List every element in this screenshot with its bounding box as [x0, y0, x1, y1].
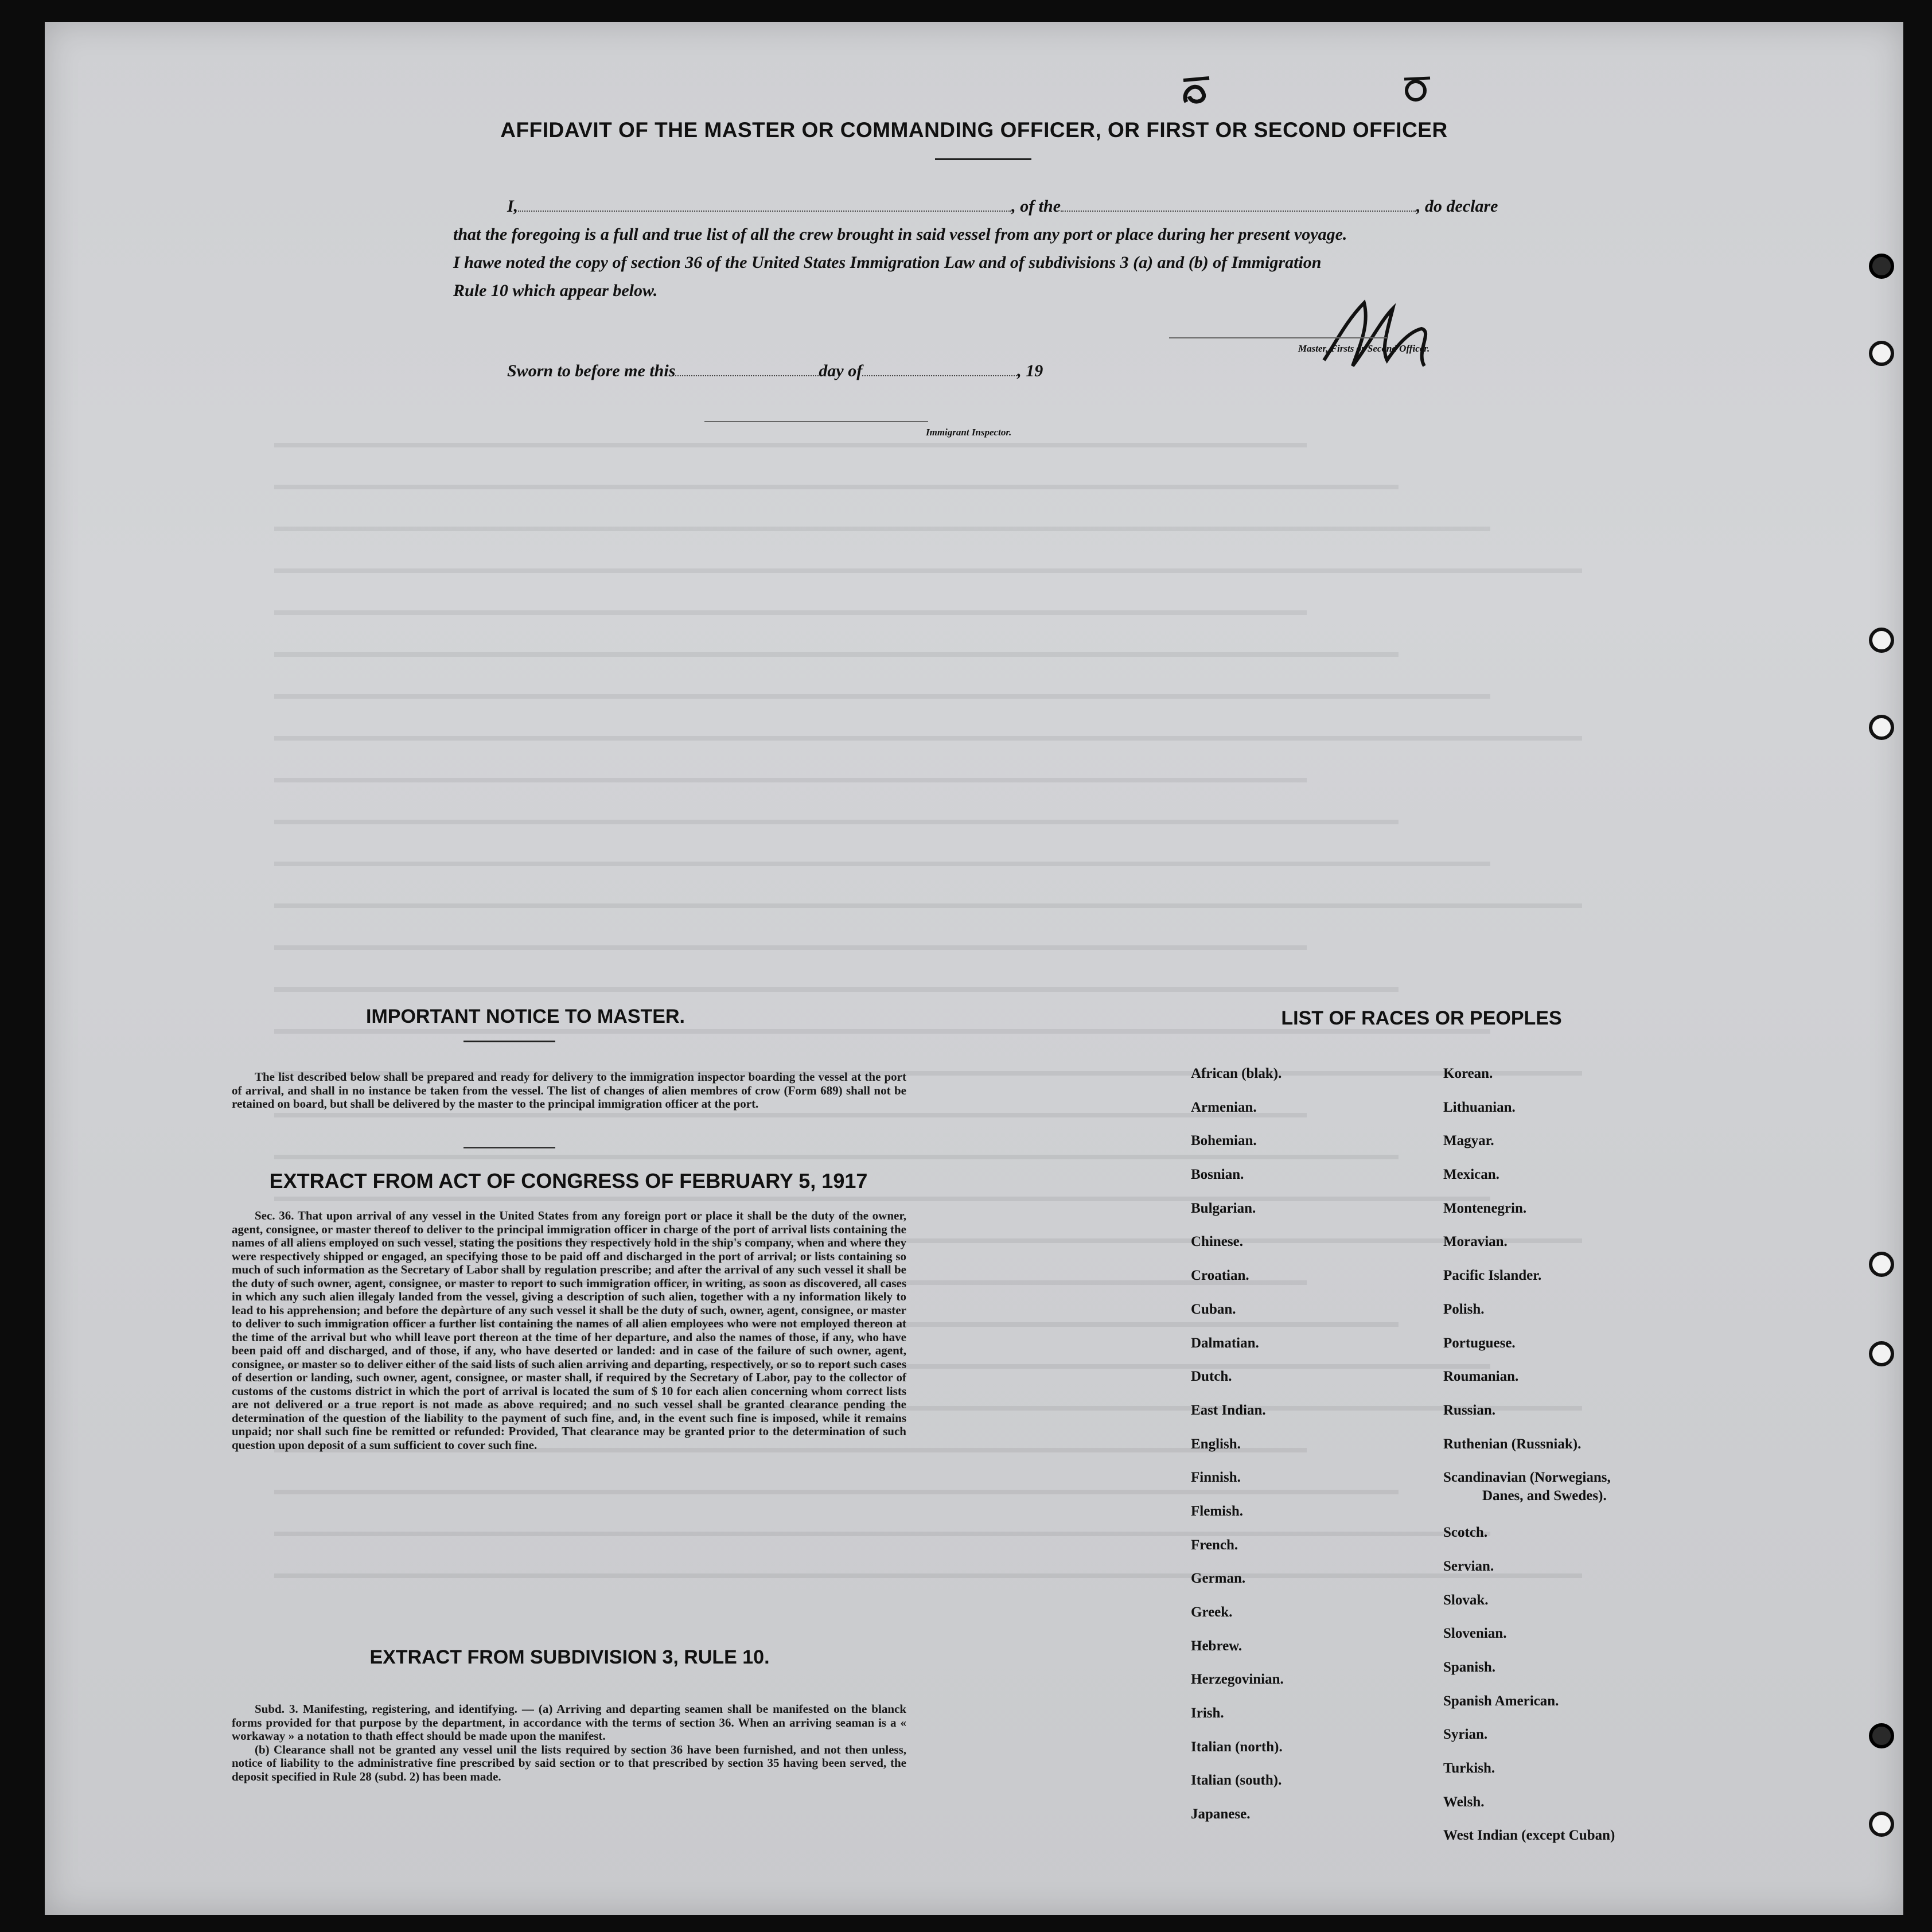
- handwritten-marks-top: [1175, 68, 1508, 114]
- race-item: Flemish.: [1191, 1503, 1243, 1519]
- race-item: Slovenian.: [1443, 1626, 1507, 1642]
- bleed-through-smudge: [274, 1573, 1582, 1578]
- binder-hole: [1869, 341, 1894, 366]
- race-item: Slovak.: [1443, 1592, 1489, 1608]
- race-item: Servian.: [1443, 1558, 1494, 1574]
- bleed-through-smudge: [274, 945, 1307, 950]
- notice-divider: [463, 1041, 555, 1042]
- master-name-blank: [518, 197, 1011, 212]
- bleed-through-row: [274, 937, 1823, 960]
- race-item: Herzegovinian.: [1191, 1672, 1284, 1688]
- race-item: Finnish.: [1191, 1470, 1241, 1486]
- binder-hole: [1869, 628, 1894, 653]
- notice-title: IMPORTANT NOTICE TO MASTER.: [366, 1006, 685, 1027]
- affidavit-line-2: that the foregoing is a full and true list of all the crew brought in said vessel from any port or place during her present voyage.: [453, 225, 1347, 244]
- race-item: Moravian.: [1443, 1234, 1508, 1250]
- race-item: Montenegrin.: [1443, 1200, 1527, 1216]
- bleed-through-row: [274, 560, 1823, 583]
- notice-end-divider: [463, 1147, 555, 1148]
- race-item: Ruthenian (Russniak).: [1443, 1436, 1582, 1452]
- bleed-through-row: [274, 979, 1823, 1002]
- rule-extract-title: EXTRACT FROM SUBDIVISION 3, RULE 10.: [369, 1646, 770, 1668]
- race-item: Roumanian.: [1443, 1369, 1519, 1385]
- bleed-through-row: [274, 602, 1823, 625]
- affidavit-of-the: , of the: [1011, 197, 1061, 216]
- notice-paragraph: The list described below shall be prepared and ready for delivery to the immigration inspector boarding the vessel at the port of arrival, and shall in no instance be taken from the vessel. The list of changes of alien membres of crow (Form 689) shall not be retained on board, but shall be delivered by the master to the principal immigration officer at the port.: [232, 1070, 906, 1111]
- sworn-year: , 19: [1017, 361, 1043, 380]
- bleed-through-row: [274, 477, 1823, 500]
- bleed-through-smudge: [274, 903, 1582, 908]
- race-item: Turkish.: [1443, 1760, 1495, 1777]
- race-item: Korean.: [1443, 1066, 1493, 1081]
- rule-extract-para-b: (b) Clearance shall not be granted any vessel unil the lists required by section 36 have been furnished, and not then unless, notice of liability to the administrative fine prescribed by said section or to that prescribed by section 35 having been served, the deposit specified in Rule 28 (subd. 2) has been made.: [232, 1742, 906, 1783]
- act-extract-text: [232, 1209, 906, 1452]
- bleed-through-smudge: [274, 652, 1399, 657]
- race-item: French.: [1191, 1537, 1238, 1553]
- race-item: Croatian.: [1191, 1268, 1249, 1284]
- race-item: Portuguese.: [1443, 1335, 1516, 1351]
- signature-caption: Master, Firsts or Second Officer.: [1298, 343, 1430, 354]
- binder-hole: [1869, 1252, 1894, 1277]
- bleed-through-smudge: [274, 568, 1582, 573]
- inspector-line: [704, 421, 928, 422]
- act-extract-title: EXTRACT FROM ACT OF CONGRESS OF FEBRUARY 5, 1917: [269, 1169, 868, 1193]
- bleed-through-row: [274, 812, 1823, 835]
- race-item: Italian (south).: [1191, 1773, 1282, 1789]
- race-item: East Indian.: [1191, 1402, 1266, 1418]
- bleed-through-smudge: [274, 778, 1307, 782]
- sworn-day-of: day of: [819, 361, 863, 380]
- race-item: English.: [1191, 1436, 1241, 1452]
- title-divider: [935, 158, 1031, 160]
- races-left-column: [1191, 1067, 1284, 1841]
- bleed-through-smudge: [274, 694, 1490, 699]
- race-item: Bosnian.: [1191, 1167, 1244, 1183]
- bleed-through-row: [274, 435, 1823, 458]
- race-item: Chinese.: [1191, 1234, 1243, 1250]
- races-title: LIST OF RACES OR PEOPLES: [1281, 1007, 1562, 1029]
- race-item: Dutch.: [1191, 1369, 1232, 1385]
- race-item: Scandinavian (Norwegians,: [1443, 1470, 1611, 1486]
- races-right-column: [1443, 1067, 1615, 1863]
- race-item: Spanish American.: [1443, 1693, 1559, 1709]
- rule-extract-text: [232, 1703, 906, 1783]
- race-item: Lithuanian.: [1443, 1099, 1516, 1115]
- bleed-through-smudge: [274, 1197, 1490, 1201]
- affidavit-line-1: [507, 197, 1498, 216]
- bleed-through-row: [274, 686, 1823, 709]
- bleed-through-smudge: [274, 820, 1399, 824]
- race-item: West Indian (except Cuban): [1443, 1828, 1615, 1844]
- vessel-name-blank: [1061, 197, 1416, 212]
- bleed-through-smudge: [274, 443, 1307, 447]
- affidavit-i: I,: [507, 197, 519, 216]
- document-page: [45, 22, 1903, 1915]
- race-item: African (blak).: [1191, 1066, 1282, 1081]
- bleed-through-smudge: [274, 862, 1490, 866]
- race-item: Hebrew.: [1191, 1638, 1242, 1654]
- race-item: Greek.: [1191, 1604, 1233, 1620]
- race-item: Irish.: [1191, 1705, 1224, 1721]
- bleed-through-row: [274, 895, 1823, 918]
- race-item: Bohemian.: [1191, 1133, 1257, 1149]
- inspector-caption: Immigrant Inspector.: [926, 427, 1012, 438]
- race-item: Bulgarian.: [1191, 1200, 1256, 1216]
- affidavit-do-declare: , do declare: [1416, 197, 1498, 216]
- race-item: Mexican.: [1443, 1167, 1499, 1183]
- sworn-month-blank: [862, 361, 1017, 376]
- race-item: Armenian.: [1191, 1099, 1257, 1115]
- sworn-prefix: Sworn to before me this: [507, 361, 676, 380]
- binder-hole: [1869, 254, 1894, 279]
- bleed-through-smudge: [274, 1113, 1307, 1117]
- signature-line: [1169, 337, 1387, 338]
- race-item: Scotch.: [1443, 1525, 1488, 1541]
- affidavit-line-4: Rule 10 which appear below.: [453, 281, 658, 300]
- bleed-through-smudge: [274, 1029, 1490, 1034]
- race-item: Polish.: [1443, 1301, 1485, 1317]
- bleed-through-smudge: [274, 610, 1307, 615]
- bleed-through-row: [274, 728, 1823, 751]
- binder-hole: [1869, 715, 1894, 740]
- bleed-through-smudge: [274, 1532, 1490, 1536]
- bleed-through-row: [274, 519, 1823, 542]
- race-item: Spanish.: [1443, 1660, 1496, 1675]
- binder-hole: [1869, 1723, 1894, 1748]
- notice-text: [232, 1070, 906, 1111]
- binder-hole: [1869, 1341, 1894, 1366]
- race-item: Cuban.: [1191, 1301, 1236, 1317]
- race-item: Pacific Islander.: [1443, 1268, 1542, 1284]
- sworn-line: [507, 361, 1043, 381]
- bleed-through-smudge: [274, 987, 1399, 992]
- race-item: Dalmatian.: [1191, 1335, 1259, 1351]
- race-item: Russian.: [1443, 1402, 1496, 1418]
- affidavit-title: AFFIDAVIT OF THE MASTER OR COMMANDING OFFICER, OR FIRST OR SECOND OFFICER: [500, 118, 1448, 142]
- race-item: Italian (north).: [1191, 1739, 1283, 1755]
- bleed-through-row: [274, 770, 1823, 793]
- race-item: Danes, and Swedes).: [1482, 1488, 1607, 1504]
- bleed-through-smudge: [274, 736, 1582, 741]
- sworn-day-blank: [675, 361, 819, 376]
- rule-extract-para-a: Subd. 3. Manifesting, registering, and identifying. — (a) Arriving and departing seamen shall be manifested on the blanck forms provided for that purpose by the department, in accordance with the terms of section 36. When an arriving seaman is a « workaway » a notation to thath effect should be made upon the manifest.: [232, 1702, 906, 1743]
- bleed-through-smudge: [274, 485, 1399, 489]
- bleed-through-row: [274, 644, 1823, 667]
- race-item: Magyar.: [1443, 1133, 1494, 1149]
- bleed-through-smudge: [274, 527, 1490, 531]
- bleed-through-background: [45, 22, 1903, 1915]
- act-extract-paragraph: Sec. 36. That upon arrival of any vessel in the United States from any foreign port or place it shall be the duty of the owner, agent, consignee, or master thereof to deliver to the principal immigration officer in charge of the port of arrival lists containing the names of all aliens employed on such vessel, stating the positions they respectively hold in the ship's company, when and where they were respectively shipped or engaged, an specifying those to be paid off and discharged in the port of arrival; or lists containing so much of such information as the Secretary of Labor shall by regulation prescribe; and after the arrival of any such vessel it shall be the duty of such owner, agent, consignee, or master to report to such immigration officer, in writing, as soon as discovered, all cases in which any such alien illegaly landed from the vessel, giving a description of such alien, together with a ny information likely to lead to his apprehension; and before the depàrture of any such vessel it shall be the duty of such, owner, agent, consignee, or master to deliver to such immigration officer a further list containing the names of all alien employees who were not employed thereon at the time of the arrival but who whill leave port thereon at the time of her departure, and also the names of those, if any, who have been paid off and discharged, and of those, if any, who have deserted or landed: and in case of the failure of such owner, agent, consignee, or master so to deliver either of the said lists of such alien arriving and departing, respectively, or so to report such cases of desertion or landing, such owner, agent, consignee, or master shall, if required by the Secretary of Labor, pay to the collector of customs of the customs district in which the port of arrival is located the sum of $ 10 for each alien concerning whom correct lists are not delivered or a true report is not made as above required; and no such vessel shall be granted clearance pending the determination of the question of the liability to the payment of such fine, and, in the event such fine is imposed, while it remains unpaid; nor shall such fine be remitted or refunded: Provided, That clearance may be granted prior to the determination of such question upon deposit of a sum sufficient to cover such fine.: [232, 1209, 906, 1452]
- race-item: Japanese.: [1191, 1806, 1251, 1822]
- race-item: German.: [1191, 1571, 1246, 1587]
- binder-hole: [1869, 1812, 1894, 1837]
- race-item: Syrian.: [1443, 1727, 1488, 1743]
- affidavit-line-3: I hawe noted the copy of section 36 of the United States Immigration Law and of subdivisions 3 (a) and (b) of Immigration: [453, 253, 1322, 272]
- race-item: Welsh.: [1443, 1794, 1485, 1810]
- bleed-through-row: [274, 854, 1823, 877]
